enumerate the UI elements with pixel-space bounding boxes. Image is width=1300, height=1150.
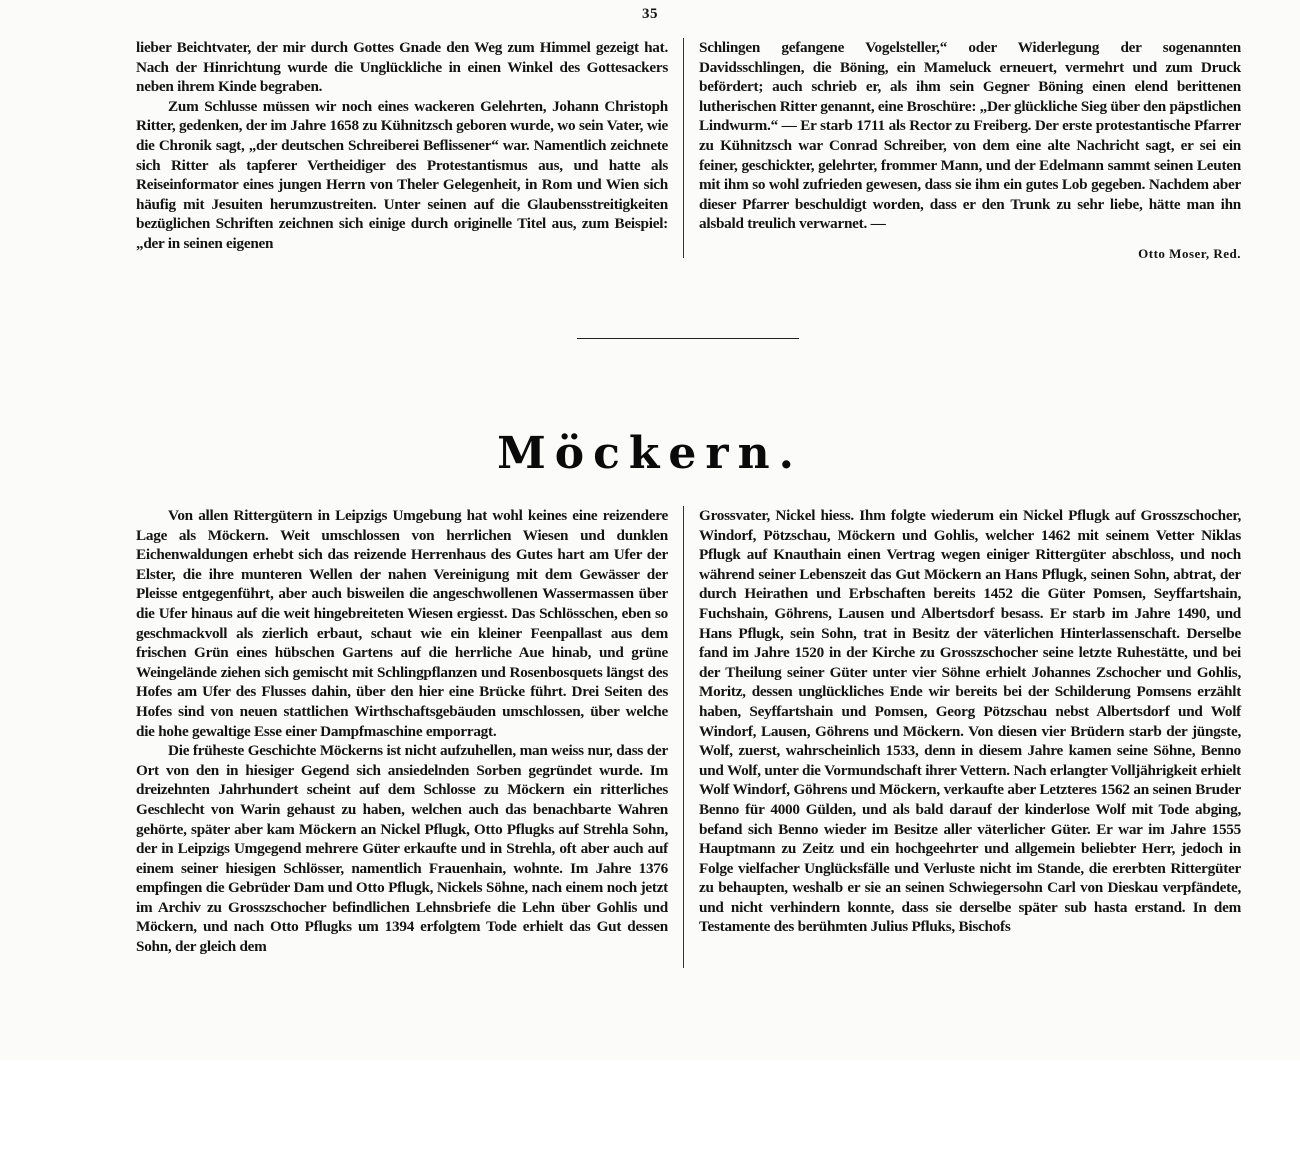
column-divider — [683, 38, 684, 258]
paragraph: Schlingen gefangene Vogelsteller,“ oder Widerlegung der sogenannten Davidsschlingen, die Böning, ein Mameluck erneuert, vermehrt und zum Druck befördert; auch schrieb er, als ihm sein Gegner Böning einen elend berittenen lutherischen Ritter genannt, eine Broschüre: „Der glückliche Sieg über den päpstlichen Lindwurm.“ — Er starb 1711 als Rector zu Freiberg. Der erste protestantische Pfarrer zu Kühnitzsch war Conrad Schreiber, von dem eine alte Nachricht sagt, er sei ein feiner, geschickter, gelehrter, frommer Mann, und der Edelmann sammt seinen Leuten mit ihm so wohl zufrieden gewesen, dass sie ihm ein gutes Lob gegeben. Nachdem aber dieser Pfarrer beschuldigt worden, dass er den Trunk zu sehr liebe, hätte man ihn alsbald treulich verwarnet. — — [699, 39, 1241, 233]
top-right-column — [699, 38, 1241, 264]
top-left-column — [136, 38, 668, 254]
paragraph: Die früheste Geschichte Möckerns ist nicht aufzuhellen, man weiss nur, dass der Ort von den in hiesiger Gegend sich ansiedelnden Sorben gegründet wurde. Im dreizehnten Jahrhundert scheint auf dem Schlosse zu Möckern ein ritterliches Geschlecht von Warin gehaust zu haben, welchen auch das benachbarte Wahren gehörte, später aber kam Möckern an Nickel Pflugk, Otto Pflugks auf Strehla Sohn, der in Leipzigs Umgegend mehrere Güter erkaufte und in Strehla, oft aber auch auf einem seiner hiesigen Schlösser, namentlich Frauenhain, wohnte. Im Jahre 1376 empfingen die Gebrüder Dam und Otto Pflugk, Nickels Söhne, nach einem noch jetzt im Archiv zu Grosszschocher befindlichen Lehnsbriefe die Lehn über Gohlis und Möckern, und nach Otto Pflugks um 1394 erfolgtem Tode erhielt das Gut dessen Sohn, der gleich dem — [136, 742, 668, 956]
bottom-left-column — [136, 506, 668, 957]
paragraph: lieber Beichtvater, der mir durch Gottes Gnade den Weg zum Himmel gezeigt hat. Nach der Hinrichtung wurde die Unglückliche in einen Winkel des Gottesackers neben ihrem Kinde begraben. — [136, 39, 668, 96]
section-title: Möckern. — [497, 428, 803, 479]
section-divider — [577, 338, 799, 339]
page-number: 35 — [642, 6, 658, 22]
bottom-margin — [0, 1060, 1300, 1150]
paragraph: Grossvater, Nickel hiess. Ihm folgte wiederum ein Nickel Pflugk auf Grosszschocher, Windorf, Pötzschau, Möckern und Gohlis, welcher 1462 mit seinem Vetter Niklas Pflugk auf Knauthain einen Vertrag wegen einiger Rittergüter abschloss, und noch während seiner Lebenszeit das Gut Möckern an Hans Pflugk, seinen Sohn, abtrat, der durch Heirathen und Erbschaften bereits 1452 die Güter Pomsen, Seyffartshain, Fuchshain, Göhrens, Lausen und Albertsdorf besass. Er starb im Jahre 1490, und Hans Pflugk, sein Sohn, trat in Besitz der väterlichen Hinterlassenschaft. Derselbe fand im Jahre 1520 in der Kirche zu Grosszschocher seine letzte Ruhestätte, und bei der Theilung seiner Güter unter vier Söhne erhielt Johannes Zschocher und Gohlis, Moritz, dessen unglückliches Ende wir bereits bei der Schilderung Pomsens erzählt haben, Seyffartshain und Pomsen, Georg Pötzschau nebst Albertsdorf und Wolf Windorf, Lausen, Göhrens und Möckern. Von diesen vier Brüdern starb der jüngste, Wolf, zuerst, wahrscheinlich 1533, denn in diesem Jahre kamen seine Söhne, Benno und Wolf, unter die Vormundschaft ihrer Vettern. Nach erlangter Volljährigkeit erhielt Wolf Windorf, Göhrens und Möckern, verkaufte aber Letzteres 1562 an seinen Bruder Benno für 4000 Gülden, und als bald darauf der kinderlose Wolf mit Tode abging, befand sich Benno wieder im Besitze aller väterlicher Güter. Er war im Jahre 1555 Hauptmann zu Zeitz und ein hochgeehrter und allgemein beliebter Herr, jedoch in Folge vielfacher Unglücksfälle und Verluste nicht im Stande, die ererbten Rittergüter zu behaupten, weshalb er sie an seinen Schwiegersohn Carl von Dieskau verpfändete, und nicht verhindern konnte, dass sie derselbe später sub hasta erstand. In dem Testamente des berühmten Julius Pfluks, Bischofs — [699, 507, 1241, 936]
bottom-right-column — [699, 506, 1241, 937]
column-divider — [683, 506, 684, 968]
editor-signature: Otto Moser, Red. — [1138, 245, 1241, 261]
paragraph: Zum Schlusse müssen wir noch eines wackeren Gelehrten, Johann Christoph Ritter, gedenken, der im Jahre 1658 zu Kühnitzsch geboren wurde, wo sein Vater, wie die Chronik sagt, „der deutschen Schreiberei Beflissener“ war. Namentlich zeichnete sich Ritter als tapferer Vertheidiger des Protestantismus aus, und hatte als Reiseinformator eines jungen Herrn von Theler Gelegenheit, in Rom und Wien sich häufig mit Jesuiten herumzustreiten. Unter seinen auf die Glaubensstreitigkeiten bezüglichen Schriften zeichnen sich einige durch originelle Titel aus, zum Beispiel: „der in seinen eigenen — [136, 97, 668, 252]
paragraph: Von allen Rittergütern in Leipzigs Umgebung hat wohl keines eine reizendere Lage als Möckern. Weit umschlossen von herrlichen Wiesen und dunklen Eichenwaldungen erhebt sich das reizende Herrenhaus des Gutes hart am Ufer der Elster, die ihre munteren Wellen der nahen Vereinigung mit dem Gewässer der Pleisse entgegenführt, aber auch bisweilen die angeschwollenen Wassermassen über die Ufer hinaus auf die weit hingebreiteten Wiesen ergiesst. Das Schlösschen, eben so geschmackvoll als zierlich erbaut, schaut wie ein kleiner Feenpallast aus dem frischen Grün eines hübschen Gartens auf die herrliche Aue hinab, und grüne Weingelände ziehen sich gemischt mit Schlingpflanzen und Rosenbosquets längst des Hofes am Ufer des Flusses dahin, über den hier eine Brücke führt. Drei Seiten des Hofes sind von neuen stattlichen Wirthschaftsgebäuden umschlossen, über welche die hohe gewaltige Esse einer Dampfmaschine emporragt. — [136, 507, 668, 740]
